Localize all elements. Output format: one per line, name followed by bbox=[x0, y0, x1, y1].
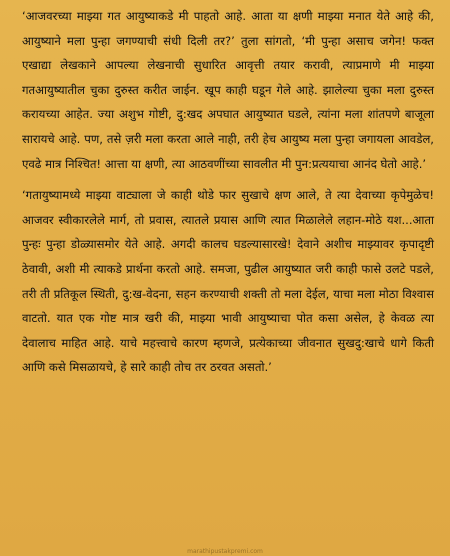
paragraph-2: ‘गतायुष्यामध्ये माझ्या वाट्याला जे काही थोडे फार सुखाचे क्षण आले, ते त्या देवाच्या कृपेमुळेच! आजवर स्वीकारलेले मार्ग, तो प्रवास, त्यातले प्रयास आणि त्यात मिळालेले लहान-मोठे यश...आता पुन्हः पुन्हा डोळ्यासमोर येते आहे. अगदी कालच घडल्यासारखे! देवाने अशीच माझ्यावर कृपादृष्टी ठेवावी, अशी मी त्याकडे प्रार्थना करतो आहे. समजा, पुढील आयुष्यात जरी काही फासे उलटे पडले, तरी ती प्रतिकूल स्थिती, दु:ख-वेदना, सहन करण्याची शक्ती तो मला देईल, याचा मला मोठा विश्वास वाटतो. यात एक गोष्ट मात्र खरी की, माझ्या भावी आयुष्याचा पोत कसा असेल, हे केवळ त्या देवालाच माहित आहे. याचे महत्त्वाचे कारण म्हणजे, प्रत्येकाच्या जीवनात सुखदु:खाचे धागे किती आणि कसे मिसळायचे, हे सारे काही तोच तर ठरवत असतो.’ bbox=[22, 188, 434, 375]
body-text bbox=[22, 4, 434, 380]
footer-watermark: marathipustakpremi.com bbox=[187, 548, 263, 555]
paragraph-1: ‘आजवरच्या माझ्या गत आयुष्याकडे मी पाहतो आहे. आता या क्षणी माझ्या मनात येते आहे की, आयुष्याने मला पुन्हा जगण्याची संधी दिली तर?’ तुला सांगतो, ‘मी पुन्हा असाच जगेन! फक्त एखाद्या लेखकाने आपल्या लेखनाची सुधारित आवृत्ती तयार करावी, त्याप्रमाणे मी माझ्या गतआयुष्यातील चुका दुरुस्त करीत जाईन. खूप काही घडून गेले आहे. झालेल्या चुका मला दुरुस्त करायच्या आहेत. ज्या अशुभ गोष्टी, दु:खद अपघात आयुष्यात घडले, त्यांना मला शांतपणे बाजूला सारायचे आहे. पण, तसे ज़री मला करता आले नाही, तरी हेच आयुष्य मला पुन्हा जगायला आवडेल, एवढे मात्र निश्चित! आत्ता या क्षणी, त्या आठवणींच्या सावलीत मी पुन:प्रत्ययाचा आनंद घेतो आहे.’ bbox=[22, 9, 434, 171]
